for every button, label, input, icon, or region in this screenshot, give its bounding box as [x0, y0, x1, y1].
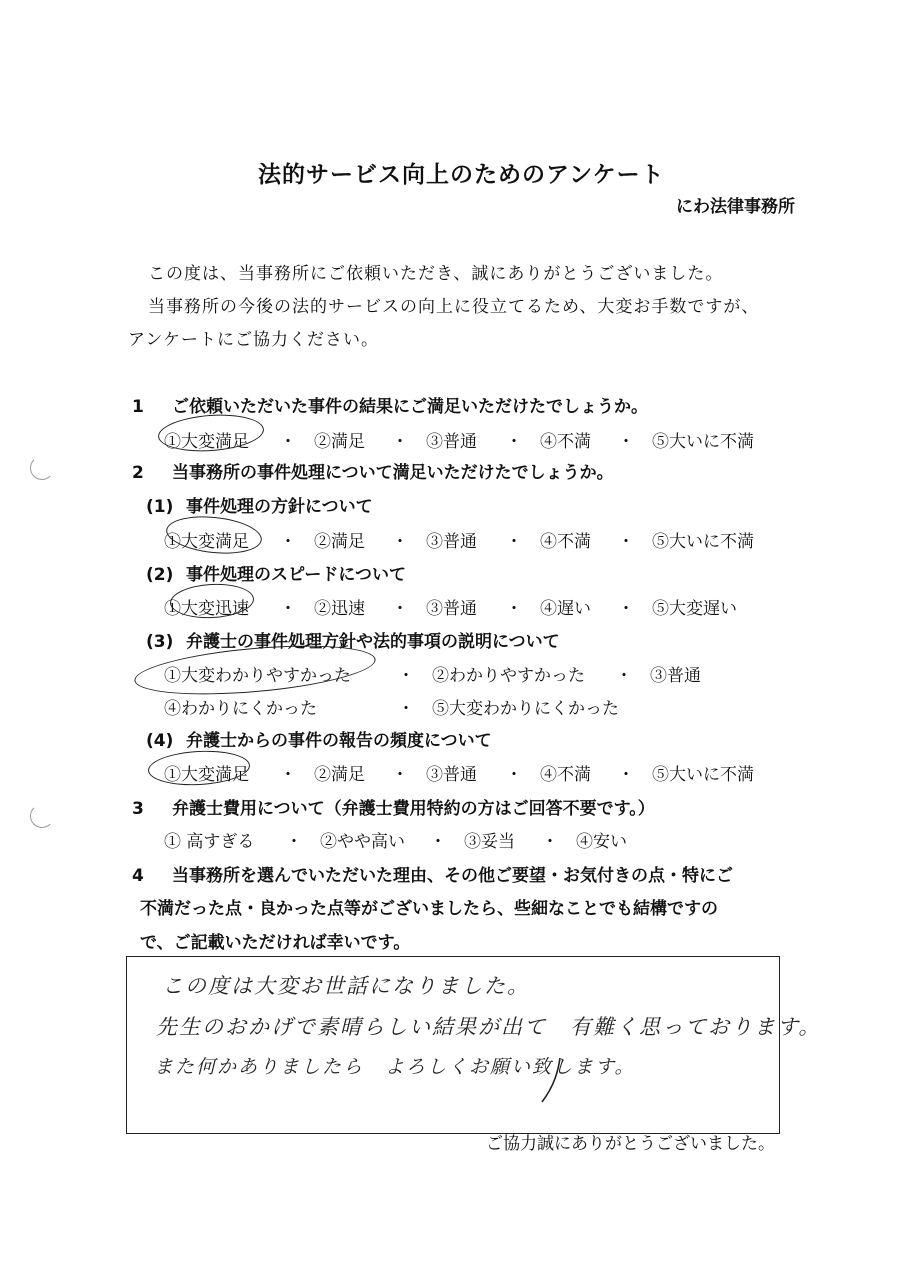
question-2-2-number: (2): [146, 565, 174, 585]
separator: ・: [429, 832, 447, 852]
separator: ・: [279, 599, 297, 619]
separator: ・: [279, 765, 297, 785]
punch-hole-bottom: [30, 804, 54, 828]
question-2-2: [146, 560, 406, 585]
question-2: [132, 458, 614, 483]
punch-hole-top: [30, 456, 54, 480]
question-2-3-text: 弁護士の事件処理方針や法的事項の説明について: [186, 632, 560, 652]
question-2-3-number: (3): [146, 632, 174, 652]
q2-4-option-3[interactable]: ③普通: [426, 765, 477, 785]
page-title: 法的サービス向上のためのアンケート: [258, 162, 665, 188]
separator: ・: [617, 432, 635, 452]
comment-line-3: また何かありましたら よろしくお願い致します。: [154, 1056, 636, 1078]
q1-option-3[interactable]: ③普通: [426, 432, 477, 452]
question-4-line-1: 当事務所を選んでいただいた理由、その他ご要望・お気付きの点・特にご: [172, 866, 733, 886]
question-3-text: 弁護士費用について（弁護士費用特約の方はご回答不要です。）: [172, 799, 655, 819]
question-2-4-number: (4): [146, 731, 174, 751]
separator: ・: [505, 599, 523, 619]
q2-2-option-5[interactable]: ⑤大変遅い: [652, 599, 737, 619]
intro-line-1: この度は、当事務所にご依頼いただき、誠にありがとうございました。: [148, 264, 724, 284]
question-1-number: 1: [132, 397, 144, 417]
separator: ・: [617, 765, 635, 785]
separator: ・: [505, 432, 523, 452]
separator: ・: [505, 532, 523, 552]
separator: ・: [397, 699, 415, 719]
firm-name: にわ法律事務所: [676, 197, 795, 217]
intro-line-3: アンケートにご協力ください。: [128, 330, 379, 350]
question-2-1: [146, 492, 373, 517]
question-1: [132, 392, 648, 417]
q3-option-3[interactable]: ③妥当: [464, 832, 515, 852]
q3-option-4[interactable]: ④安い: [576, 832, 627, 852]
question-2-4-text: 弁護士からの事件の報告の頻度について: [186, 731, 492, 751]
separator: ・: [397, 666, 415, 686]
separator: ・: [541, 832, 559, 852]
separator: ・: [391, 432, 409, 452]
q2-4-option-1[interactable]: ①大変満足: [164, 765, 249, 785]
question-2-number: 2: [132, 463, 144, 483]
q2-1-option-4[interactable]: ④不満: [540, 532, 591, 552]
separator: ・: [391, 599, 409, 619]
separator: ・: [617, 599, 635, 619]
q1-option-2[interactable]: ②満足: [314, 432, 365, 452]
separator: ・: [285, 832, 303, 852]
q2-2-option-2[interactable]: ②迅速: [314, 599, 365, 619]
question-2-3-options-row-2: [164, 694, 619, 719]
q1-option-4[interactable]: ④不満: [540, 432, 591, 452]
q2-3-option-4[interactable]: ④わかりにくかった: [164, 699, 317, 719]
q2-2-option-3[interactable]: ③普通: [426, 599, 477, 619]
question-2-2-text: 事件処理のスピードについて: [186, 565, 406, 585]
pen-stroke: [520, 1050, 580, 1110]
separator: ・: [615, 666, 633, 686]
q2-3-option-5[interactable]: ⑤大変わかりにくかった: [432, 699, 619, 719]
q3-option-2[interactable]: ②やや高い: [320, 832, 405, 852]
q2-1-option-1[interactable]: ①大変満足: [164, 532, 249, 552]
separator: ・: [279, 532, 297, 552]
q2-3-option-2[interactable]: ②わかりやすかった: [432, 666, 585, 686]
question-3-number: 3: [132, 799, 144, 819]
question-3-options: [164, 827, 627, 852]
closing-thanks: ご協力誠にありがとうございました。: [486, 1134, 775, 1154]
q2-4-option-2[interactable]: ②満足: [314, 765, 365, 785]
question-1-text: ご依頼いただいた事件の結果にご満足いただけたでしょうか。: [172, 397, 648, 417]
question-3: [132, 794, 655, 819]
q2-4-option-4[interactable]: ④不満: [540, 765, 591, 785]
q2-1-option-2[interactable]: ②満足: [314, 532, 365, 552]
question-4-number: 4: [132, 866, 144, 886]
separator: ・: [617, 532, 635, 552]
separator: ・: [505, 765, 523, 785]
q3-option-1[interactable]: ① 高すぎる: [164, 832, 255, 852]
question-2-1-number: (1): [146, 497, 174, 517]
question-4-line-2: 不満だった点・良かった点等がございましたら、些細なことでも結構ですの: [140, 899, 718, 919]
q2-2-option-1[interactable]: ①大変迅速: [164, 599, 249, 619]
question-4: [132, 861, 733, 886]
question-2-text: 当事務所の事件処理について満足いただけたでしょうか。: [172, 463, 614, 483]
comment-line-1: この度は大変お世話になりました。: [162, 974, 530, 998]
separator: ・: [391, 532, 409, 552]
question-4-line-3: で、ご記載いただければ幸いです。: [140, 933, 411, 953]
q2-2-option-4[interactable]: ④遅い: [540, 599, 591, 619]
q2-3-option-1[interactable]: ①大変わかりやすかった: [164, 666, 351, 686]
q2-3-option-3[interactable]: ③普通: [650, 666, 701, 686]
q2-1-option-5[interactable]: ⑤大いに不満: [652, 532, 754, 552]
q2-4-option-5[interactable]: ⑤大いに不満: [652, 765, 754, 785]
question-2-4-options: [164, 760, 754, 785]
comment-line-2: 先生のおかげで素晴らしい結果が出て 有難く思っております。: [156, 1015, 822, 1039]
q1-option-5[interactable]: ⑤大いに不満: [652, 432, 754, 452]
q1-option-1[interactable]: ①大変満足: [164, 432, 249, 452]
question-2-1-text: 事件処理の方針について: [186, 497, 373, 517]
separator: ・: [391, 765, 409, 785]
separator: ・: [279, 432, 297, 452]
question-2-4: [146, 726, 492, 751]
intro-line-2: 当事務所の今後の法的サービスの向上に役立てるため、大変お手数ですが、: [148, 297, 760, 317]
q2-1-option-3[interactable]: ③普通: [426, 532, 477, 552]
